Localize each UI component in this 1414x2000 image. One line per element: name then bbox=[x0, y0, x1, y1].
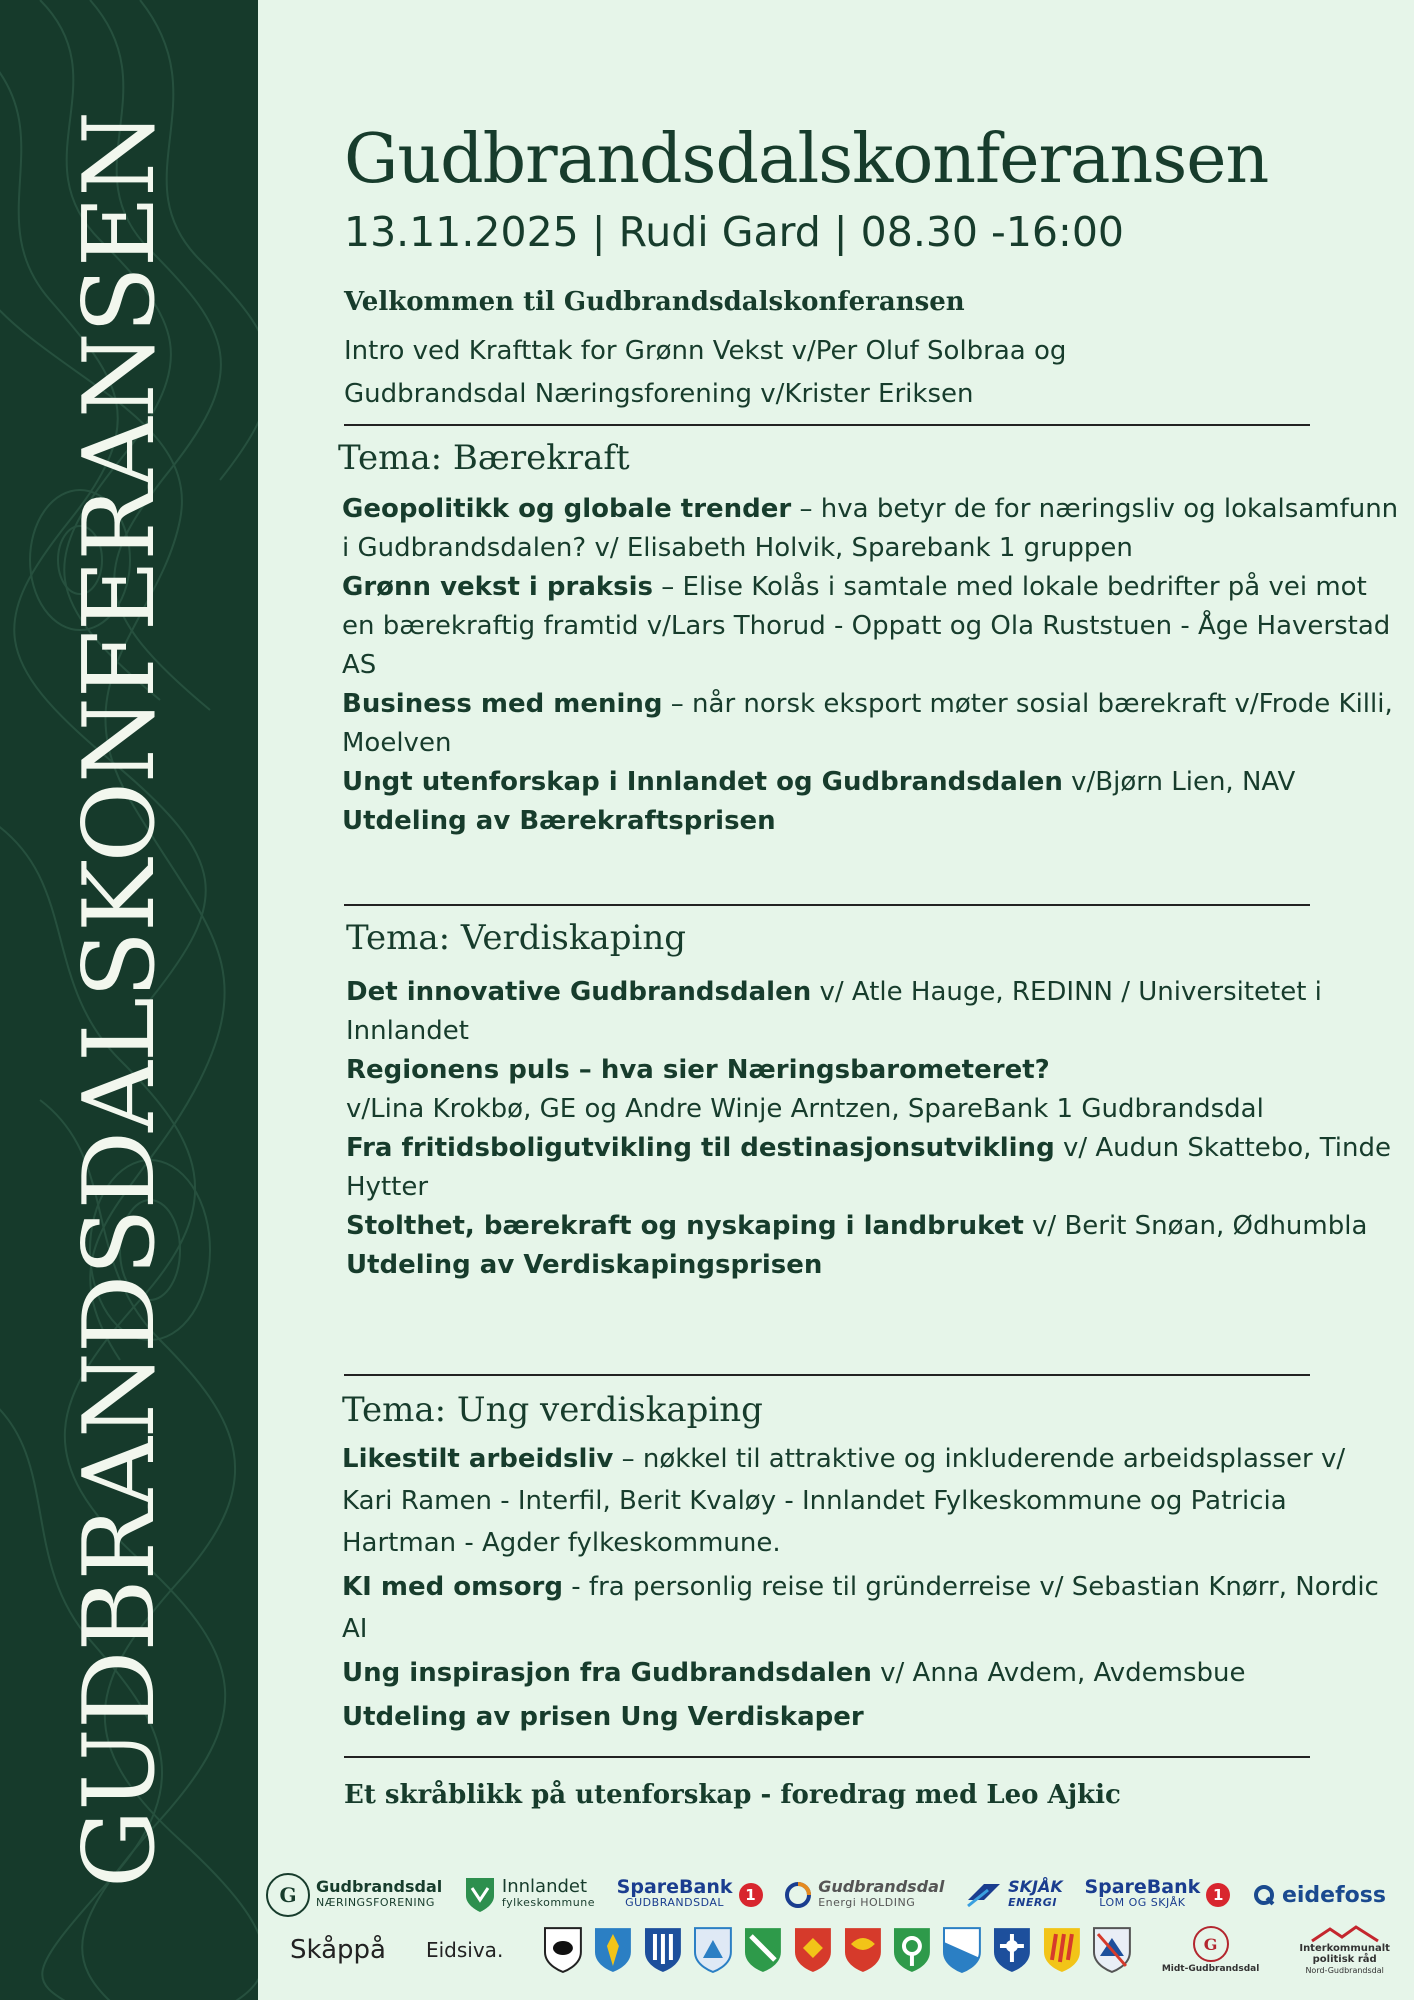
divider bbox=[344, 1756, 1310, 1758]
skjak-energi-logo: SKJÅK ENERGI bbox=[966, 1879, 1063, 1911]
sparebank-one-icon: 1 bbox=[1206, 1883, 1230, 1907]
municipal-shield-icon bbox=[643, 1926, 683, 1974]
sidebar bbox=[0, 0, 258, 2000]
agenda-item: Ungt utenforskap i Innlandet og Gudbrandsdalen v/Bjørn Lien, NAV bbox=[342, 767, 1296, 797]
skappa-logo: Skåppå bbox=[290, 1935, 386, 1965]
agenda-item: Utdeling av Verdiskapingsprisen bbox=[346, 1250, 823, 1280]
agenda-item: v/Lina Krokbø, GE og Andre Winje Arntzen, SpareBank 1 Gudbrandsdal bbox=[346, 1094, 1264, 1124]
agenda-item: Utdeling av prisen Ung Verdiskaper bbox=[342, 1702, 864, 1732]
theme-items bbox=[346, 973, 1406, 1285]
municipal-shield-icon bbox=[1042, 1926, 1082, 1974]
theme-items bbox=[342, 1438, 1402, 1740]
municipality-logos-row bbox=[290, 1920, 1390, 1980]
gudbrandsdal-energi-logo: Gudbrandsdal Energi HOLDING bbox=[784, 1879, 944, 1911]
sparebank1-lom-skjak-logo: SpareBank LOM OG SKJÅK 1 bbox=[1084, 1879, 1230, 1911]
agenda-item: KI med omsorg - fra personlig reise til gründerreise v/ Sebastian Knørr, Nordic AI bbox=[342, 1572, 1379, 1644]
agenda-item: Business med mening – når norsk eksport møter sosial bærekraft v/Frode Killi, Moelven bbox=[342, 689, 1393, 758]
intro-text bbox=[344, 330, 1344, 416]
midt-g-emblem-icon: G bbox=[1193, 1926, 1229, 1962]
agenda-item: Fra fritidsboligutvikling til destinasjonsutvikling v/ Audun Skattebo, Tinde Hytter bbox=[346, 1133, 1391, 1202]
sponsor-logos-row bbox=[266, 1870, 1386, 1920]
agenda-item: Det innovative Gudbrandsdalen v/ Atle Hauge, REDINN / Universitetet i Innlandet bbox=[346, 977, 1322, 1046]
municipal-shield-icon bbox=[843, 1926, 883, 1974]
agenda-item: Grønn vekst i praksis – Elise Kolås i samtale med lokale bedrifter på vei mot en bærekraftig framtid v/Lars Thorud - Oppatt og Ola Ruststuen - Åge Haverstad AS bbox=[342, 572, 1391, 680]
g-emblem-icon: G bbox=[266, 1873, 310, 1917]
intro-line: Intro ved Krafttak for Grønn Vekst v/Per Oluf Solbraa og bbox=[344, 336, 1067, 366]
eidsiva-logo: Eidsiva. bbox=[425, 1938, 504, 1962]
municipal-shield-icon bbox=[543, 1926, 583, 1974]
interkommunalt-politisk-rad-logo: Interkommunalt politisk råd Nord-Gudbrandsdal bbox=[1299, 1925, 1390, 1976]
theme-items bbox=[342, 490, 1402, 841]
municipal-shield-icon bbox=[743, 1926, 783, 1974]
closing-talk: Et skråblikk på utenforskap - foredrag med Leo Ajkic bbox=[344, 1780, 1121, 1810]
municipal-shield-icon bbox=[992, 1926, 1032, 1974]
gudbrandsdal-naeringsforening-logo: G Gudbrandsdal NÆRINGSFORENING bbox=[266, 1873, 442, 1917]
mountain-icon bbox=[1310, 1925, 1380, 1943]
theme-heading: Tema: Ung verdiskaping bbox=[342, 1390, 763, 1430]
sparebank1-gudbrandsdal-logo: SpareBank GUDBRANDSDAL 1 bbox=[617, 1879, 763, 1911]
intro-line: Gudbrandsdal Næringsforening v/Krister Eriksen bbox=[344, 379, 974, 409]
innlandet-fylkeskommune-logo: Innlandet fylkeskommune bbox=[464, 1876, 595, 1914]
municipal-shield-icon bbox=[1092, 1926, 1132, 1974]
sparebank-one-icon: 1 bbox=[739, 1883, 763, 1907]
innlandet-shield-icon bbox=[464, 1876, 496, 1914]
midt-gudbrandsdal-logo: G Midt-Gudbrandsdal bbox=[1162, 1926, 1260, 1974]
divider bbox=[344, 424, 1310, 426]
municipal-shield-icon bbox=[693, 1926, 733, 1974]
municipal-shield-icon bbox=[942, 1926, 982, 1974]
municipal-shield-icon bbox=[793, 1926, 833, 1974]
theme-heading: Tema: Bærekraft bbox=[338, 438, 630, 478]
divider bbox=[344, 1374, 1310, 1376]
skjak-wave-icon bbox=[966, 1880, 1002, 1910]
welcome-heading: Velkommen til Gudbrandsdalskonferansen bbox=[344, 287, 965, 317]
vertical-title: GUDBRANDSDALSKONFERANSEN bbox=[63, 112, 177, 1888]
agenda-item: Geopolitikk og globale trender – hva betyr de for næringsliv og lokalsamfunn i Gudbrandsdalen? v/ Elisabeth Holvik, Sparebank 1 gruppen bbox=[342, 494, 1399, 563]
eidefoss-logo: eidefoss bbox=[1252, 1883, 1386, 1908]
municipal-shield-icon bbox=[892, 1926, 932, 1974]
main-content bbox=[258, 0, 1414, 2000]
page-title: Gudbrandsdalskonferansen bbox=[344, 120, 1269, 199]
agenda-item: Regionens puls – hva sier Næringsbarometeret? bbox=[346, 1055, 1050, 1085]
ge-swirl-icon bbox=[784, 1881, 812, 1909]
agenda-item: Likestilt arbeidsliv – nøkkel til attraktive og inkluderende arbeidsplasser v/ Kari Ramen - Interfil, Berit Kvaløy - Innlandet Fylkeskommune og Patricia Hartman - Agder fylkeskommune. bbox=[342, 1444, 1346, 1558]
event-details: 13.11.2025 | Rudi Gard | 08.30 -16:00 bbox=[344, 208, 1125, 256]
theme-heading: Tema: Verdiskaping bbox=[346, 918, 686, 958]
municipal-shield-icon bbox=[593, 1926, 633, 1974]
agenda-item: Ung inspirasjon fra Gudbrandsdalen v/ Anna Avdem, Avdemsbue bbox=[342, 1658, 1246, 1688]
eidefoss-q-icon bbox=[1252, 1883, 1276, 1907]
divider bbox=[344, 904, 1310, 906]
agenda-item: Utdeling av Bærekraftsprisen bbox=[342, 806, 776, 836]
agenda-item: Stolthet, bærekraft og nyskaping i landbruket v/ Berit Snøan, Ødhumbla bbox=[346, 1211, 1368, 1241]
